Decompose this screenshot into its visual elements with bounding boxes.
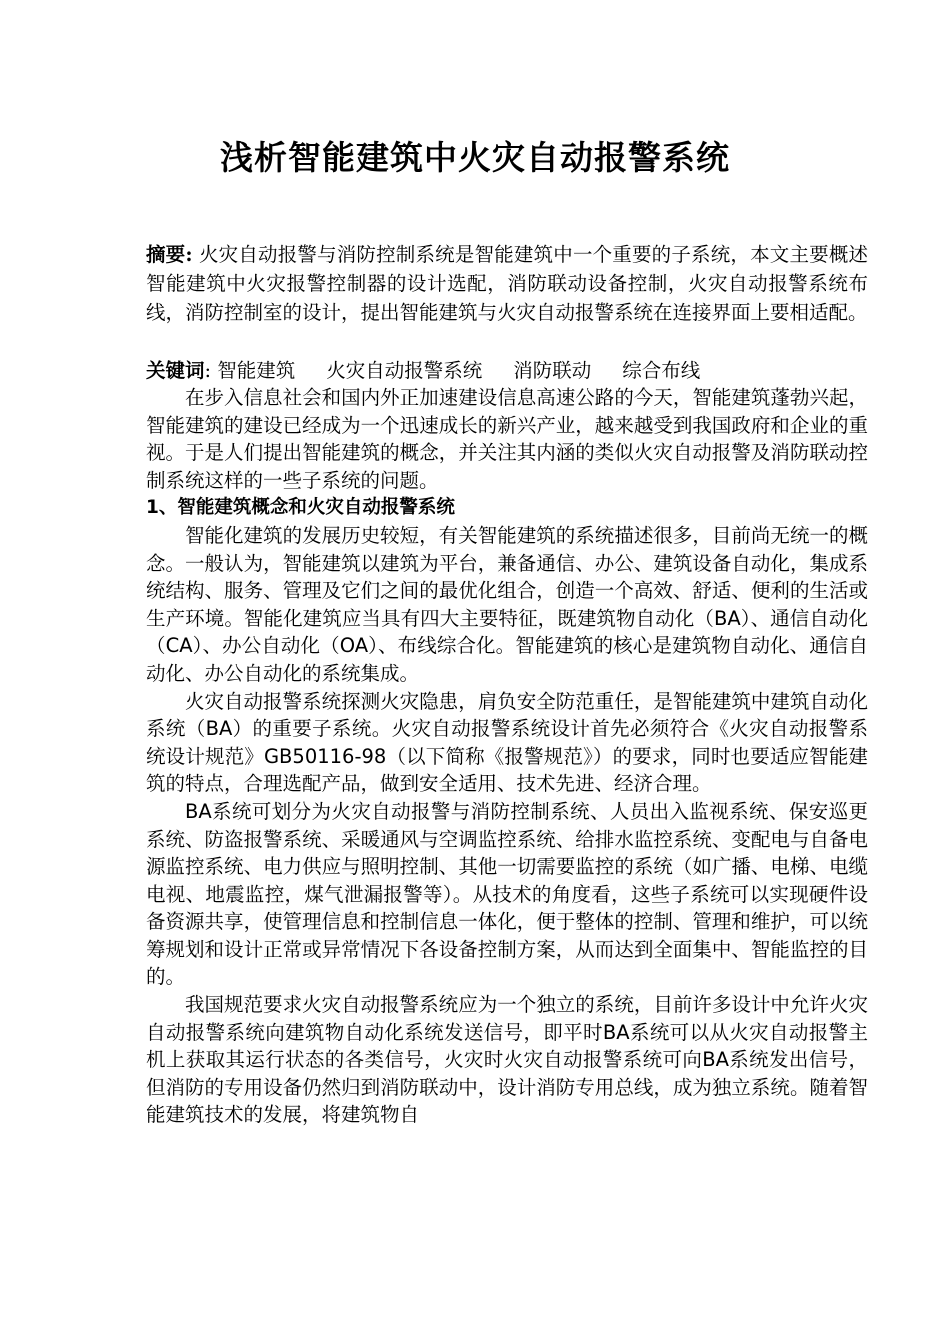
section-1-paragraph-2: 火灾自动报警系统探测火灾隐患，肩负安全防范重任，是智能建筑中建筑自动化系统（BA）的重要子系统。火灾自动报警系统设计首先必须符合《火灾自动报警系统设计规范》GB50116-98（以下简称《报警规范》）的要求，同时也要适应智能建筑的特点，合理选配产品，做到安全适用、技术先进、经济合理。 [146, 689, 868, 796]
section-1-heading: 1、智能建筑概念和火灾自动报警系统 [146, 497, 455, 519]
body-text [146, 384, 868, 1129]
section-1-paragraph-1: 智能化建筑的发展历史较短，有关智能建筑的系统描述很多，目前尚无统一的概念。一般认为，智能建筑以建筑为平台，兼备通信、办公、建筑设备自动化，集成系统结构、服务、管理及它们之间的最优化组合，创造一个高效、舒适、便利的生活或生产环境。智能化建筑应当具有四大主要特征，既建筑物自动化（BA）、通信自动化（CA）、办公自动化（OA）、布线综合化。智能建筑的核心是建筑物自动化、通信自动化、办公自动化的系统集成。 [146, 523, 868, 685]
keywords-label: 关键词 [146, 359, 205, 382]
keywords [146, 357, 868, 384]
abstract-text: 火灾自动报警与消防控制系统是智能建筑中一个重要的子系统，本文主要概述智能建筑中火灾报警控制器的设计选配，消防联动设备控制，火灾自动报警系统布线，消防控制室的设计，提出智能建筑与火灾自动报警系统在连接界面上要相适配。 [146, 243, 869, 324]
keywords-text: : 智能建筑 火灾自动报警系统 消防联动 综合布线 [204, 359, 701, 382]
document-title: 浅析智能建筑中火灾自动报警系统 [220, 138, 730, 177]
section-1-paragraph-4: 我国规范要求火灾自动报警系统应为一个独立的系统，目前许多设计中允许火灾自动报警系统向建筑物自动化系统发送信号，即平时BA系统可以从火灾自动报警主机上获取其运行状态的各类信号，火灾时火灾自动报警系统可向BA系统发出信号，但消防的专用设备仍然归到消防联动中，设计消防专用总线，成为独立系统。随着智能建筑技术的发展，将建筑物自 [146, 993, 868, 1127]
abstract [146, 240, 868, 327]
abstract-label: 摘要: [146, 243, 193, 266]
intro-paragraph: 在步入信息社会和国内外正加速建设信息高速公路的今天，智能建筑蓬勃兴起，智能建筑的建设已经成为一个迅速成长的新兴产业，越来越受到我国政府和企业的重视。于是人们提出智能建筑的概念，并关注其内涵的类似火灾自动报警及消防联动控制系统这样的一些子系统的问题。 [146, 386, 868, 492]
section-1-paragraph-3: BA系统可划分为火灾自动报警与消防控制系统、人员出入监视系统、保安巡更系统、防盗报警系统、采暖通风与空调监控系统、给排水监控系统、变配电与自备电源监控系统、电力供应与照明控制、其他一切需要监控的系统（如广播、电梯、电缆电视、地震监控，煤气泄漏报警等）。从技术的角度看，这些子系统可以实现硬件设备资源共享，使管理信息和控制信息一体化，便于整体的控制、管理和维护，可以统筹规划和设计正常或异常情况下各设备控制方案，从而达到全面集中、智能监控的目的。 [146, 799, 868, 989]
